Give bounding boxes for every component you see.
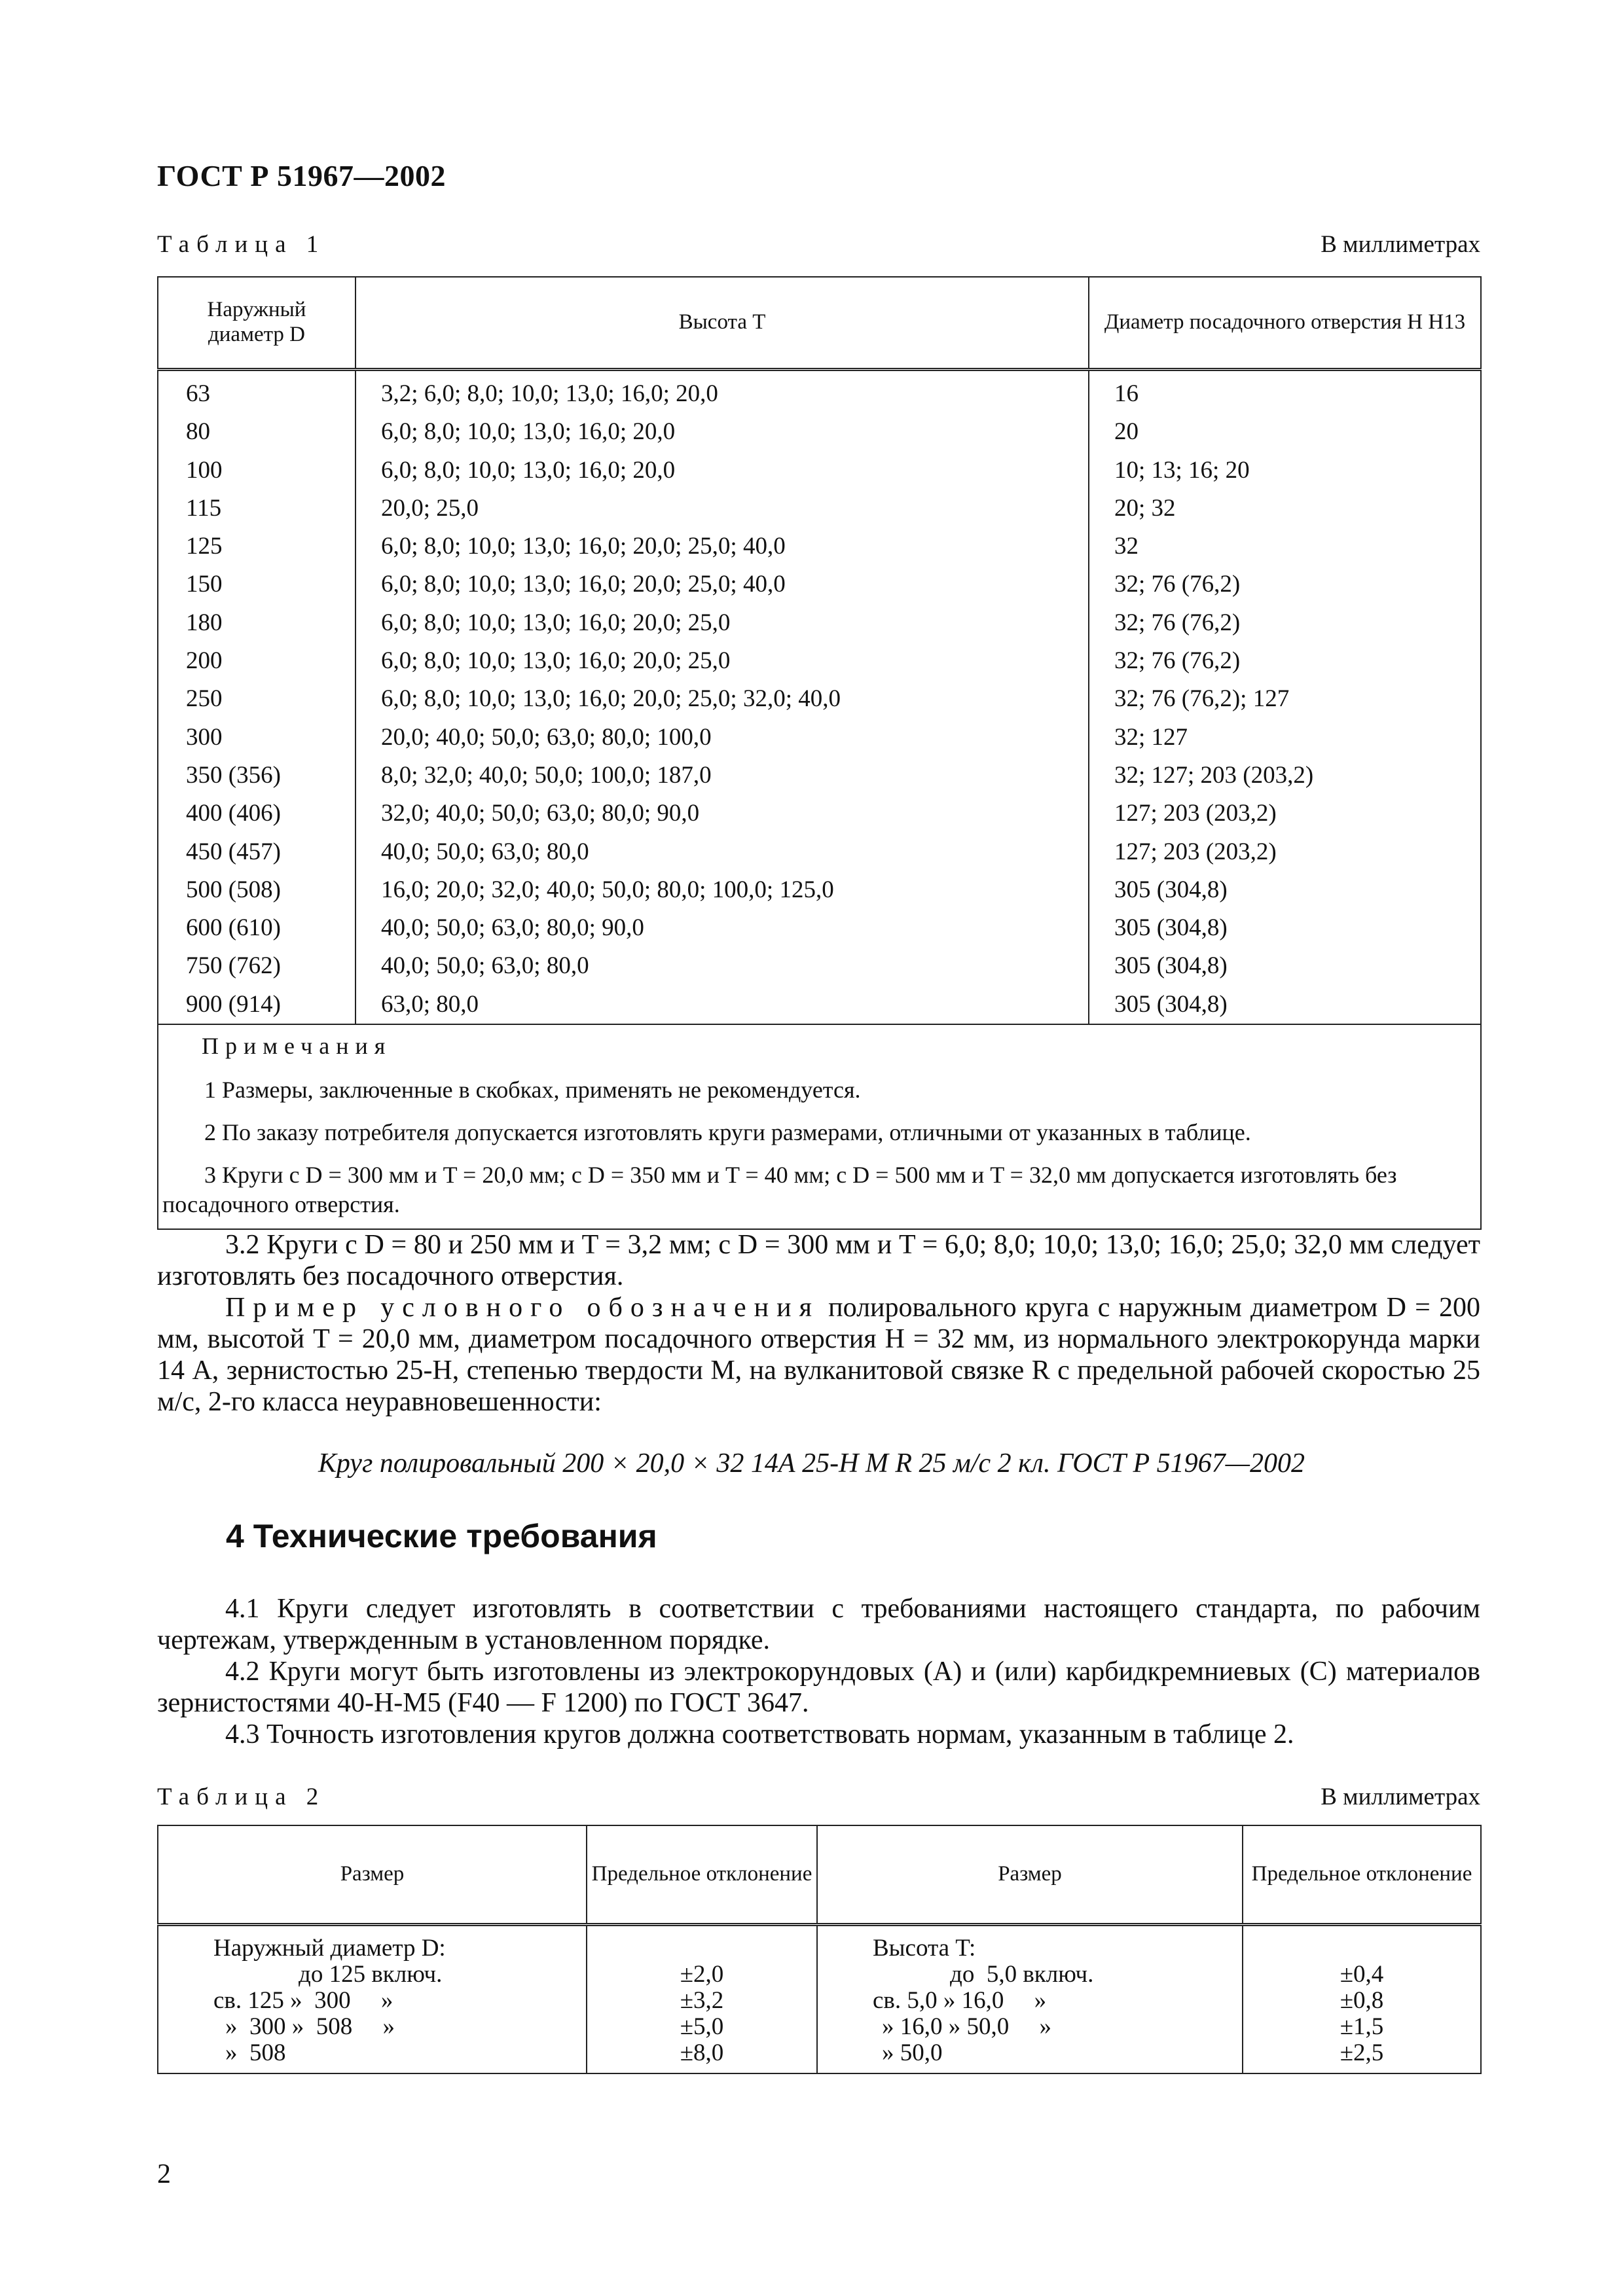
example-text: полировального круга с наружным диаметром D = 200 мм, высотой T = 20,0 мм, диаметром посадочного отверстия H = 32 мм, из нормального электрокорунда марки 14 А, зернистостью 25-Н, степенью твердости М, на вулканитовой связке R с предельной рабочей скоростью 25 м/с, 2-го класса неуравновешенности: [157, 1293, 1480, 1417]
paragraph-4-2: 4.2 Круги могут быть изготовлены из электрокорундовых (А) и (или) карбидкремниевых (С) материалов зернистостями 40-Н-М5 (F40 — F 1200) по ГОСТ 3647. [157, 1657, 1480, 1718]
table1-cell-height: 16,0; 20,0; 32,0; 40,0; 50,0; 80,0; 100,0; 125,0 [356, 871, 1089, 909]
table1-cell-diameter: 125 [158, 528, 356, 565]
table1-cell-height: 40,0; 50,0; 63,0; 80,0; 90,0 [356, 909, 1089, 947]
table1-header-height: Высота T [356, 277, 1089, 370]
table1-row [158, 680, 1481, 718]
table1-cell-diameter: 500 (508) [158, 871, 356, 909]
table2-outer-diameter-cell [158, 1925, 587, 2074]
table1-cell-diameter: 750 (762) [158, 947, 356, 985]
table1-cell-height: 63,0; 80,0 [356, 986, 1089, 1024]
table1-cell-height: 20,0; 25,0 [356, 490, 1089, 528]
table1-cell-diameter: 400 (406) [158, 795, 356, 833]
table1-cell-height: 8,0; 32,0; 40,0; 50,0; 100,0; 187,0 [356, 757, 1089, 795]
table1-cell-bore: 305 (304,8) [1089, 871, 1481, 909]
table1-cell-bore: 20; 32 [1089, 490, 1481, 528]
table2-deviation-value: ±2,5 [1340, 2039, 1384, 2066]
table2-deviation-value: ±5,0 [680, 2013, 724, 2040]
table1-cell-height: 6,0; 8,0; 10,0; 13,0; 16,0; 20,0; 25,0 [356, 604, 1089, 642]
table2-size-row: » 300 » 508 » [225, 2013, 395, 2040]
table1-header-bore: Диаметр посадочного отверстия Н Н13 [1089, 277, 1481, 370]
table1-units: В миллиметрах [1321, 231, 1480, 258]
document-header: ГОСТ Р 51967—2002 [157, 159, 446, 192]
table1-cell-bore: 32; 76 (76,2) [1089, 565, 1481, 603]
table2-size-row: до 125 включ. [299, 1961, 443, 1988]
table2-size-row: св. 125 » 300 » [213, 1987, 393, 2014]
table1-row [158, 642, 1481, 680]
outer-diameter-label: Наружный диаметр D: [213, 1935, 446, 1962]
table1-cell-height: 20,0; 40,0; 50,0; 63,0; 80,0; 100,0 [356, 719, 1089, 757]
table1-row [158, 528, 1481, 565]
table1-cell-diameter: 900 (914) [158, 986, 356, 1024]
table2-caption: Таблица 2 [157, 1784, 326, 1810]
example-label: Пример условного обозначения [225, 1293, 820, 1323]
table1-cell-diameter: 200 [158, 642, 356, 680]
table1-cell-bore: 10; 13; 16; 20 [1089, 452, 1481, 490]
table1-cell-height: 3,2; 6,0; 8,0; 10,0; 13,0; 16,0; 20,0 [356, 370, 1089, 414]
table1-cell-bore: 20 [1089, 413, 1481, 451]
table1-cell-bore: 32; 127 [1089, 719, 1481, 757]
page-number: 2 [157, 2159, 171, 2189]
table1-row [158, 909, 1481, 947]
table2-deviation-value: ±8,0 [680, 2039, 724, 2066]
table1-cell-bore: 305 (304,8) [1089, 947, 1481, 985]
table1-row [158, 719, 1481, 757]
note-3: 3 Круги с D = 300 мм и T = 20,0 мм; с D = 350 мм и T = 40 мм; с D = 500 мм и T = 32,0 мм допускается изготовлять без посадочного отверстия. [162, 1162, 1397, 1218]
table1-cell-height: 32,0; 40,0; 50,0; 63,0; 80,0; 90,0 [356, 795, 1089, 833]
table2-size-row: » 50,0 [882, 2039, 943, 2066]
table1-cell-diameter: 100 [158, 452, 356, 490]
table1-row [158, 370, 1481, 414]
table2 [157, 1825, 1482, 2074]
table2-deviation-value: ±2,0 [680, 1961, 724, 1988]
table2-deviation-value: ±3,2 [680, 1987, 724, 2014]
table2-size-row: св. 5,0 » 16,0 » [873, 1987, 1047, 2014]
table1-cell-bore: 127; 203 (203,2) [1089, 795, 1481, 833]
table2-deviation-value: ±0,4 [1340, 1961, 1384, 1988]
table1-cell-diameter: 450 (457) [158, 833, 356, 871]
table2-deviation-value: ±0,8 [1340, 1987, 1384, 2014]
table1-cell-bore: 127; 203 (203,2) [1089, 833, 1481, 871]
table1-row [158, 604, 1481, 642]
table1-cell-height: 40,0; 50,0; 63,0; 80,0 [356, 833, 1089, 871]
table2-size-row: до 5,0 включ. [950, 1961, 1094, 1988]
table1-notes [158, 1024, 1481, 1229]
table1-cell-bore: 16 [1089, 370, 1481, 414]
table1 [157, 276, 1482, 1230]
table1-cell-diameter: 300 [158, 719, 356, 757]
example-paragraph [157, 1292, 1480, 1418]
table2-header-size-right: Размер [817, 1825, 1243, 1925]
table1-cell-height: 6,0; 8,0; 10,0; 13,0; 16,0; 20,0 [356, 413, 1089, 451]
table2-height-cell [817, 1925, 1243, 2074]
table1-cell-bore: 32; 76 (76,2); 127 [1089, 680, 1481, 718]
table1-body [158, 370, 1481, 1025]
table2-size-row: » 16,0 » 50,0 » [882, 2013, 1051, 2040]
section-4-title: 4 Технические требования [226, 1518, 657, 1554]
table1-cell-height: 40,0; 50,0; 63,0; 80,0 [356, 947, 1089, 985]
table1-header-diameter: Наружный диаметр D [158, 277, 356, 370]
table1-row [158, 871, 1481, 909]
table1-cell-height: 6,0; 8,0; 10,0; 13,0; 16,0; 20,0; 25,0; 40,0 [356, 528, 1089, 565]
table2-height-deviation-cell [1243, 1925, 1481, 2074]
table1-cell-diameter: 63 [158, 370, 356, 414]
table1-cell-bore: 32; 76 (76,2) [1089, 642, 1481, 680]
table1-cell-diameter: 180 [158, 604, 356, 642]
table1-cell-diameter: 150 [158, 565, 356, 603]
table2-header-size-left: Размер [158, 1825, 587, 1925]
note-1: 1 Размеры, заключенные в скобках, применять не рекомендуется. [204, 1077, 861, 1103]
table1-row [158, 947, 1481, 985]
paragraph-4-3: 4.3 Точность изготовления кругов должна соответствовать нормам, указанным в таблице 2. [225, 1719, 1294, 1749]
table1-cell-height: 6,0; 8,0; 10,0; 13,0; 16,0; 20,0 [356, 452, 1089, 490]
table1-cell-diameter: 250 [158, 680, 356, 718]
table1-row [158, 565, 1481, 603]
table2-outer-deviation-cell [587, 1925, 817, 2074]
table1-row [158, 795, 1481, 833]
table2-header-deviation-left: Предельное отклонение [587, 1825, 817, 1925]
table1-cell-bore: 32; 76 (76,2) [1089, 604, 1481, 642]
table1-cell-diameter: 600 (610) [158, 909, 356, 947]
table1-cell-bore: 305 (304,8) [1089, 986, 1481, 1024]
table2-deviation-value: ±1,5 [1340, 2013, 1384, 2040]
paragraph-3-2: 3.2 Круги с D = 80 и 250 мм и T = 3,2 мм; с D = 300 мм и T = 6,0; 8,0; 10,0; 13,0; 16,0; 25,0; 32,0 мм следует изготовлять без посадочного отверстия. [157, 1230, 1480, 1291]
note-2: 2 По заказу потребителя допускается изготовлять круги размерами, отличными от указанных в таблице. [204, 1119, 1251, 1146]
table1-row [158, 413, 1481, 451]
table2-header-deviation-right: Предельное отклонение [1243, 1825, 1481, 1925]
table1-row [158, 986, 1481, 1024]
paragraph-4-1: 4.1 Круги следует изготовлять в соответствии с требованиями настоящего стандарта, по рабочим чертежам, утвержденным в установленном порядке. [157, 1594, 1480, 1655]
table1-caption: Таблица 1 [157, 231, 326, 258]
height-label: Высота T: [873, 1935, 976, 1962]
table2-units: В миллиметрах [1321, 1784, 1480, 1810]
table1-cell-bore: 305 (304,8) [1089, 909, 1481, 947]
table1-cell-height: 6,0; 8,0; 10,0; 13,0; 16,0; 20,0; 25,0 [356, 642, 1089, 680]
table1-cell-diameter: 115 [158, 490, 356, 528]
table1-row [158, 452, 1481, 490]
table1-cell-bore: 32; 127; 203 (203,2) [1089, 757, 1481, 795]
table1-row [158, 490, 1481, 528]
table1-cell-bore: 32 [1089, 528, 1481, 565]
table1-cell-height: 6,0; 8,0; 10,0; 13,0; 16,0; 20,0; 25,0; 32,0; 40,0 [356, 680, 1089, 718]
table1-row [158, 833, 1481, 871]
table1-cell-diameter: 80 [158, 413, 356, 451]
table1-row [158, 757, 1481, 795]
notes-caption: Примечания [202, 1033, 392, 1060]
table1-cell-height: 6,0; 8,0; 10,0; 13,0; 16,0; 20,0; 25,0; 40,0 [356, 565, 1089, 603]
table2-size-row: » 508 [225, 2039, 286, 2066]
designation-example: Круг полировальный 200 × 20,0 × 32 14А 25-Н М R 25 м/с 2 кл. ГОСТ Р 51967—2002 [318, 1448, 1305, 1479]
table1-cell-diameter: 350 (356) [158, 757, 356, 795]
